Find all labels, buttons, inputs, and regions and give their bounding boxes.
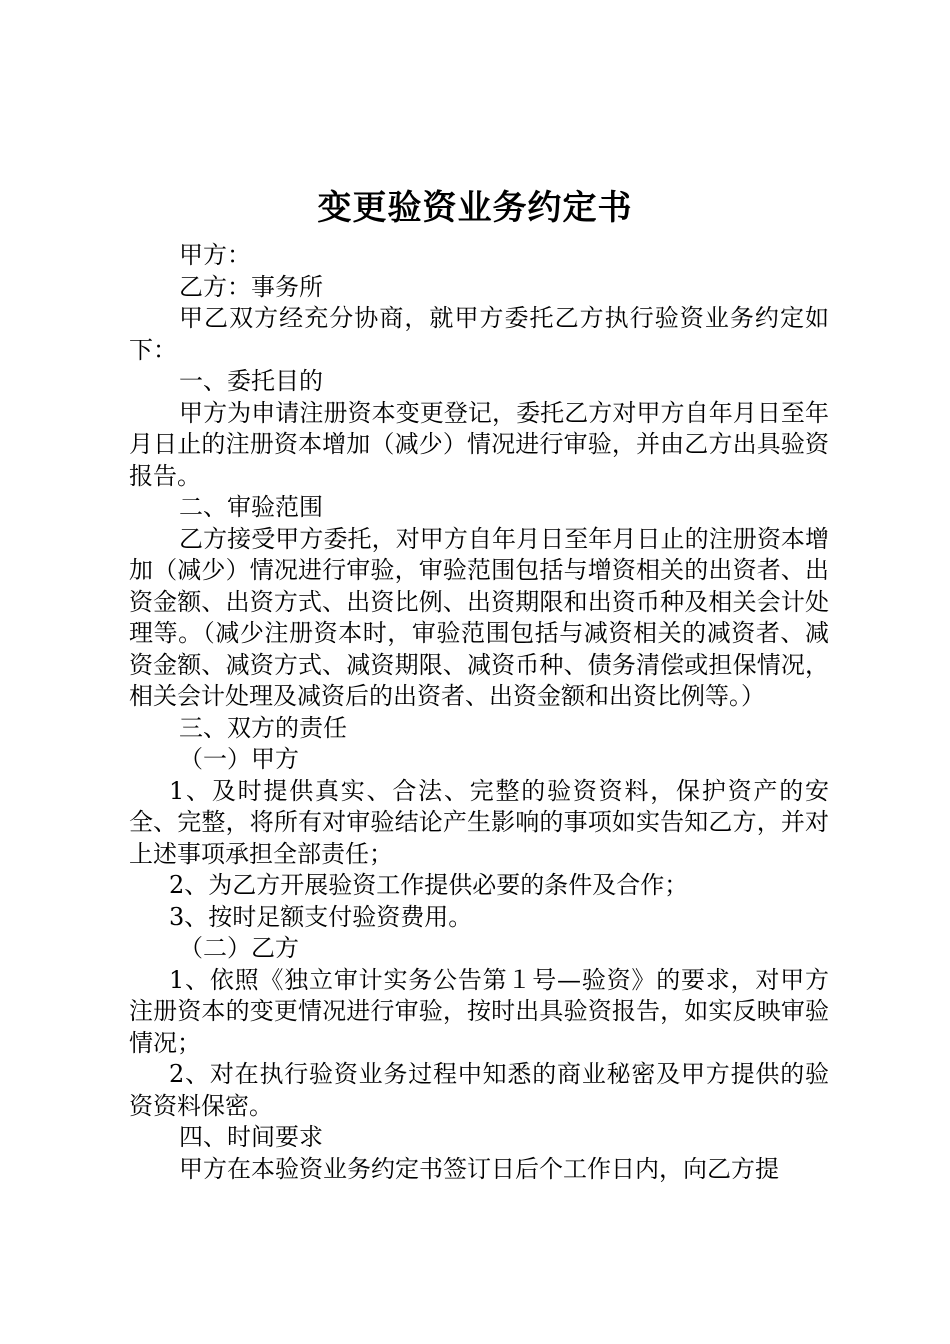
party-a-item-2: 2、为乙方开展验资工作提供必要的条件及合作； bbox=[169, 871, 689, 899]
purpose-paragraph: 甲方为申请注册资本变更登记，委托乙方对甲方自年月日至年月日止的注册资本增加（减少）情况进行审验，并由乙方出具验资报告。 bbox=[129, 398, 829, 490]
section-heading-responsibilities: 三、双方的责任 bbox=[179, 713, 347, 742]
timing-paragraph: 甲方在本验资业务约定书签订日后个工作日内，向乙方提 bbox=[179, 1154, 779, 1183]
section-heading-purpose: 一、委托目的 bbox=[179, 367, 323, 395]
party-b-line: 乙方：事务所 bbox=[179, 272, 323, 301]
section-heading-scope: 二、审验范围 bbox=[179, 493, 323, 521]
subsection-heading-party-b: （二）乙方 bbox=[179, 934, 299, 962]
scope-paragraph: 乙方接受甲方委托，对甲方自年月日至年月日止的注册资本增加（减少）情况进行审验，审验范围包括与增资相关的出资者、出资金额、出资方式、出资比例、出资期限和出资币种及相关会计处理等。（减少注册资本时，审验范围包括与减资相关的减资者、减资金额、减资方式、减资期限、减资币种、债务清偿或担保情况，相关会计处理及减资后的出资者、出资金额和出资比例等。） bbox=[129, 524, 829, 710]
party-b-item-2: 2、对在执行验资业务过程中知悉的商业秘密及甲方提供的验资资料保密。 bbox=[129, 1060, 829, 1120]
document-title: 变更验资业务约定书 bbox=[317, 188, 633, 228]
intro-paragraph: 甲乙双方经充分协商，就甲方委托乙方执行验资业务约定如下： bbox=[129, 304, 829, 364]
party-a-item-3: 3、按时足额支付验资费用。 bbox=[169, 902, 473, 931]
document-body bbox=[129, 240, 829, 1185]
subsection-heading-party-a: （一）甲方 bbox=[179, 745, 299, 773]
party-b-item-1: 1、依照《独立审计实务公告第１号—验资》的要求，对甲方注册资本的变更情况进行审验，按时出具验资报告，如实反映审验情况； bbox=[129, 965, 829, 1057]
party-a-line: 甲方： bbox=[179, 241, 251, 269]
party-a-item-1: 1、及时提供真实、合法、完整的验资资料，保护资产的安全、完整，将所有对审验结论产生影响的事项如实告知乙方，并对上述事项承担全部责任； bbox=[129, 776, 829, 868]
section-heading-timing: 四、时间要求 bbox=[179, 1123, 323, 1151]
